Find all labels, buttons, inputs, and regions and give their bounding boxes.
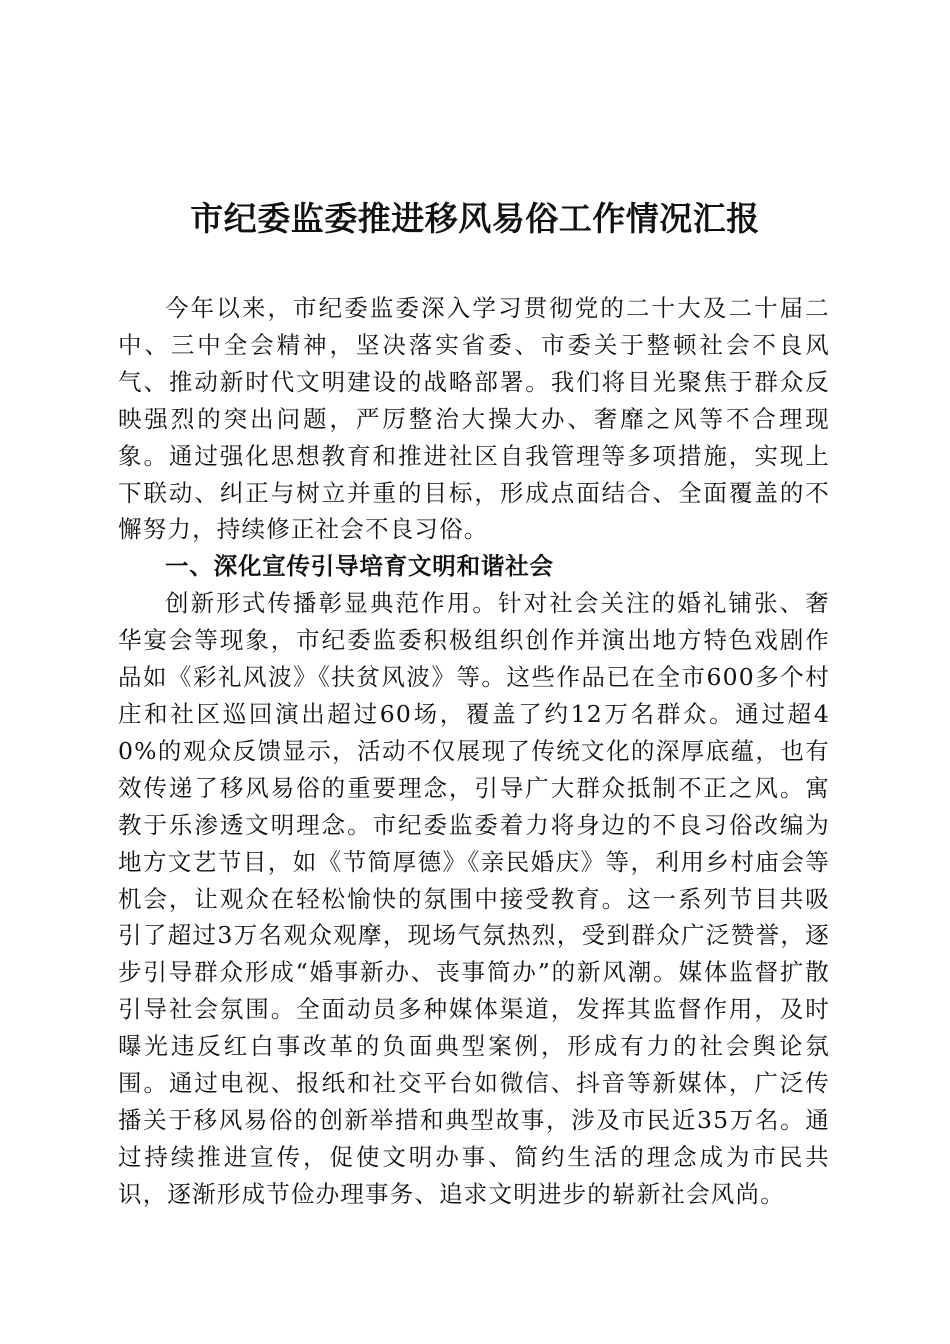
section-paragraph: 创新形式传播彰显典范作用。针对社会关注的婚礼铺张、奢华宴会等现象，市纪委监委积极组织创作并演出地方特色戏剧作品如《彩礼风波》《扶贫风波》等。这些作品已在全市600多个村庄和社区巡回演出超过60场，覆盖了约12万名群众。通过超40%的观众反馈显示，活动不仅展现了传统文化的深厚底蕴，也有效传递了移风易俗的重要理念，引导广大群众抵制不正之风。寓教于乐渗透文明理念。市纪委监委着力将身边的不良习俗改编为地方文艺节目，如《节简厚德》《亲民婚庆》等，利用乡村庙会等机会，让观众在轻松愉快的氛围中接受教育。这一系列节目共吸引了超过3万名观众观摩，现场气氛热烈，受到群众广泛赞誉，逐步引导群众形成“婚事新办、丧事简办”的新风潮。媒体监督扩散引导社会氛围。全面动员多种媒体渠道，发挥其监督作用，及时曝光违反红白事改革的负面典型案例，形成有力的社会舆论氛围。通过电视、报纸和社交平台如微信、抖音等新媒体，广泛传播关于移风易俗的创新举措和典型故事，涉及市民近35万名。通过持续推进宣传，促使文明办事、简约生活的理念成为市民共识，逐渐形成节俭办理事务、追求文明进步的崭新社会风尚。 bbox=[118, 589, 830, 1208]
document-title: 市纪委监委推进移风易俗工作情况汇报 bbox=[190, 199, 760, 238]
document-body bbox=[118, 290, 830, 1213]
section-heading: 一、深化宣传引导培育文明和谐社会 bbox=[165, 552, 554, 581]
intro-paragraph: 今年以来，市纪委监委深入学习贯彻党的二十大及二十届二中、三中全会精神，坚决落实省委、市委关于整顿社会不良风气、推动新时代文明建设的战略部署。我们将目光聚焦于群众反映强烈的突出问题，严厉整治大操大办、奢靡之风等不合理现象。通过强化思想教育和推进社区自我管理等多项措施，实现上下联动、纠正与树立并重的目标，形成点面结合、全面覆盖的不懈努力，持续修正社会不良习俗。 bbox=[118, 294, 830, 544]
